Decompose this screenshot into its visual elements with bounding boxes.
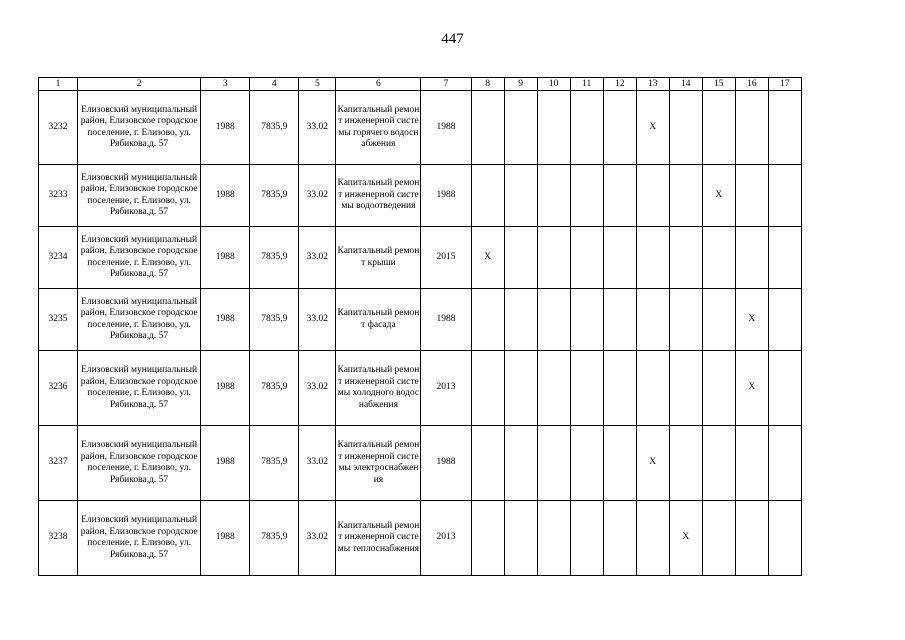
work-type-cell: Капитальный ремонт крыши bbox=[336, 227, 421, 289]
table-row bbox=[39, 227, 802, 289]
mark-cell bbox=[570, 289, 603, 351]
row-number: 3237 bbox=[39, 426, 78, 501]
address-cell: Елизовский муниципальный район, Елизовское городское поселение, г. Елизово, ул. Рябикова,д. 57 bbox=[78, 501, 201, 576]
mark-cell bbox=[669, 351, 702, 426]
column-number: 14 bbox=[669, 78, 702, 91]
mark-cell bbox=[636, 351, 669, 426]
code-cell: 33.02 bbox=[299, 227, 336, 289]
area-cell: 7835,9 bbox=[250, 501, 299, 576]
year-built-cell: 1988 bbox=[201, 426, 250, 501]
mark-cell bbox=[702, 351, 735, 426]
column-number: 11 bbox=[570, 78, 603, 91]
mark-cell bbox=[768, 227, 801, 289]
mark-cell bbox=[471, 351, 504, 426]
mark-cell bbox=[570, 426, 603, 501]
column-number: 10 bbox=[537, 78, 570, 91]
mark-cell bbox=[636, 501, 669, 576]
mark-cell bbox=[570, 165, 603, 227]
mark-cell bbox=[702, 501, 735, 576]
work-type-cell: Капитальный ремонт фасада bbox=[336, 289, 421, 351]
column-number: 3 bbox=[201, 78, 250, 91]
column-number-row bbox=[39, 78, 802, 91]
column-number: 5 bbox=[299, 78, 336, 91]
mark-cell bbox=[603, 165, 636, 227]
mark-cell: X bbox=[735, 289, 768, 351]
page-number: 447 bbox=[441, 31, 464, 47]
mark-cell bbox=[537, 351, 570, 426]
table-row bbox=[39, 501, 802, 576]
mark-cell bbox=[603, 289, 636, 351]
code-cell: 33.02 bbox=[299, 426, 336, 501]
mark-cell: X bbox=[702, 165, 735, 227]
mark-cell bbox=[735, 227, 768, 289]
row-number: 3232 bbox=[39, 91, 78, 165]
column-number: 6 bbox=[336, 78, 421, 91]
mark-cell bbox=[702, 91, 735, 165]
mark-cell bbox=[702, 426, 735, 501]
year-built-cell: 1988 bbox=[201, 501, 250, 576]
mark-cell bbox=[669, 426, 702, 501]
column-number: 4 bbox=[250, 78, 299, 91]
planned-year-cell: 2013 bbox=[421, 501, 471, 576]
mark-cell bbox=[570, 227, 603, 289]
work-type-cell: Капитальный ремонт инженерной системы холодного водоснабжения bbox=[336, 351, 421, 426]
year-built-cell: 1988 bbox=[201, 165, 250, 227]
mark-cell: X bbox=[669, 501, 702, 576]
mark-cell bbox=[735, 501, 768, 576]
work-type-cell: Капитальный ремонт инженерной системы теплоснабжения bbox=[336, 501, 421, 576]
mark-cell bbox=[768, 91, 801, 165]
address-cell: Елизовский муниципальный район, Елизовское городское поселение, г. Елизово, ул. Рябикова,д. 57 bbox=[78, 289, 201, 351]
code-cell: 33.02 bbox=[299, 351, 336, 426]
address-cell: Елизовский муниципальный район, Елизовское городское поселение, г. Елизово, ул. Рябикова,д. 57 bbox=[78, 227, 201, 289]
year-built-cell: 1988 bbox=[201, 91, 250, 165]
planned-year-cell: 2015 bbox=[421, 227, 471, 289]
mark-cell bbox=[570, 351, 603, 426]
area-cell: 7835,9 bbox=[250, 91, 299, 165]
mark-cell bbox=[603, 351, 636, 426]
planned-year-cell: 1988 bbox=[421, 289, 471, 351]
column-number: 17 bbox=[768, 78, 801, 91]
mark-cell bbox=[537, 165, 570, 227]
mark-cell: X bbox=[735, 351, 768, 426]
planned-year-cell: 1988 bbox=[421, 91, 471, 165]
mark-cell bbox=[768, 501, 801, 576]
mark-cell bbox=[537, 91, 570, 165]
table-body bbox=[39, 78, 802, 576]
mark-cell bbox=[735, 426, 768, 501]
mark-cell bbox=[504, 91, 537, 165]
row-number: 3233 bbox=[39, 165, 78, 227]
column-number: 8 bbox=[471, 78, 504, 91]
mark-cell bbox=[768, 426, 801, 501]
row-number: 3235 bbox=[39, 289, 78, 351]
registry-table bbox=[38, 77, 802, 576]
table-row bbox=[39, 165, 802, 227]
mark-cell bbox=[603, 501, 636, 576]
mark-cell bbox=[603, 227, 636, 289]
area-cell: 7835,9 bbox=[250, 227, 299, 289]
table-row bbox=[39, 289, 802, 351]
mark-cell bbox=[603, 91, 636, 165]
mark-cell bbox=[537, 289, 570, 351]
column-number: 12 bbox=[603, 78, 636, 91]
mark-cell bbox=[669, 165, 702, 227]
code-cell: 33.02 bbox=[299, 289, 336, 351]
mark-cell bbox=[537, 426, 570, 501]
mark-cell bbox=[570, 501, 603, 576]
mark-cell bbox=[735, 91, 768, 165]
mark-cell bbox=[636, 227, 669, 289]
area-cell: 7835,9 bbox=[250, 289, 299, 351]
mark-cell bbox=[504, 289, 537, 351]
mark-cell bbox=[504, 165, 537, 227]
mark-cell bbox=[537, 227, 570, 289]
address-cell: Елизовский муниципальный район, Елизовское городское поселение, г. Елизово, ул. Рябикова,д. 57 bbox=[78, 91, 201, 165]
mark-cell bbox=[768, 165, 801, 227]
address-cell: Елизовский муниципальный район, Елизовское городское поселение, г. Елизово, ул. Рябикова,д. 57 bbox=[78, 165, 201, 227]
area-cell: 7835,9 bbox=[250, 426, 299, 501]
table-row bbox=[39, 426, 802, 501]
mark-cell bbox=[471, 426, 504, 501]
table-row bbox=[39, 91, 802, 165]
mark-cell bbox=[504, 227, 537, 289]
mark-cell bbox=[471, 501, 504, 576]
planned-year-cell: 2013 bbox=[421, 351, 471, 426]
work-type-cell: Капитальный ремонт инженерной системы электроснабжения bbox=[336, 426, 421, 501]
row-number: 3238 bbox=[39, 501, 78, 576]
mark-cell bbox=[735, 165, 768, 227]
code-cell: 33.02 bbox=[299, 165, 336, 227]
mark-cell bbox=[471, 91, 504, 165]
row-number: 3236 bbox=[39, 351, 78, 426]
area-cell: 7835,9 bbox=[250, 165, 299, 227]
mark-cell bbox=[669, 289, 702, 351]
mark-cell bbox=[537, 501, 570, 576]
mark-cell bbox=[603, 426, 636, 501]
mark-cell bbox=[669, 227, 702, 289]
mark-cell bbox=[504, 501, 537, 576]
table-row bbox=[39, 351, 802, 426]
work-type-cell: Капитальный ремонт инженерной системы горячего водоснабжения bbox=[336, 91, 421, 165]
mark-cell bbox=[471, 289, 504, 351]
mark-cell bbox=[702, 227, 735, 289]
address-cell: Елизовский муниципальный район, Елизовское городское поселение, г. Елизово, ул. Рябикова,д. 57 bbox=[78, 426, 201, 501]
column-number: 1 bbox=[39, 78, 78, 91]
column-number: 13 bbox=[636, 78, 669, 91]
planned-year-cell: 1988 bbox=[421, 426, 471, 501]
mark-cell bbox=[768, 289, 801, 351]
code-cell: 33.02 bbox=[299, 91, 336, 165]
mark-cell: X bbox=[471, 227, 504, 289]
area-cell: 7835,9 bbox=[250, 351, 299, 426]
mark-cell bbox=[504, 351, 537, 426]
mark-cell: X bbox=[636, 91, 669, 165]
column-number: 7 bbox=[421, 78, 471, 91]
column-number: 16 bbox=[735, 78, 768, 91]
mark-cell bbox=[471, 165, 504, 227]
year-built-cell: 1988 bbox=[201, 289, 250, 351]
code-cell: 33.02 bbox=[299, 501, 336, 576]
mark-cell: X bbox=[636, 426, 669, 501]
address-cell: Елизовский муниципальный район, Елизовское городское поселение, г. Елизово, ул. Рябикова,д. 57 bbox=[78, 351, 201, 426]
year-built-cell: 1988 bbox=[201, 227, 250, 289]
column-number: 15 bbox=[702, 78, 735, 91]
column-number: 2 bbox=[78, 78, 201, 91]
mark-cell bbox=[702, 289, 735, 351]
mark-cell bbox=[669, 91, 702, 165]
mark-cell bbox=[636, 289, 669, 351]
column-number: 9 bbox=[504, 78, 537, 91]
mark-cell bbox=[636, 165, 669, 227]
work-type-cell: Капитальный ремонт инженерной системы водоотведения bbox=[336, 165, 421, 227]
mark-cell bbox=[768, 351, 801, 426]
mark-cell bbox=[570, 91, 603, 165]
planned-year-cell: 1988 bbox=[421, 165, 471, 227]
mark-cell bbox=[504, 426, 537, 501]
row-number: 3234 bbox=[39, 227, 78, 289]
year-built-cell: 1988 bbox=[201, 351, 250, 426]
